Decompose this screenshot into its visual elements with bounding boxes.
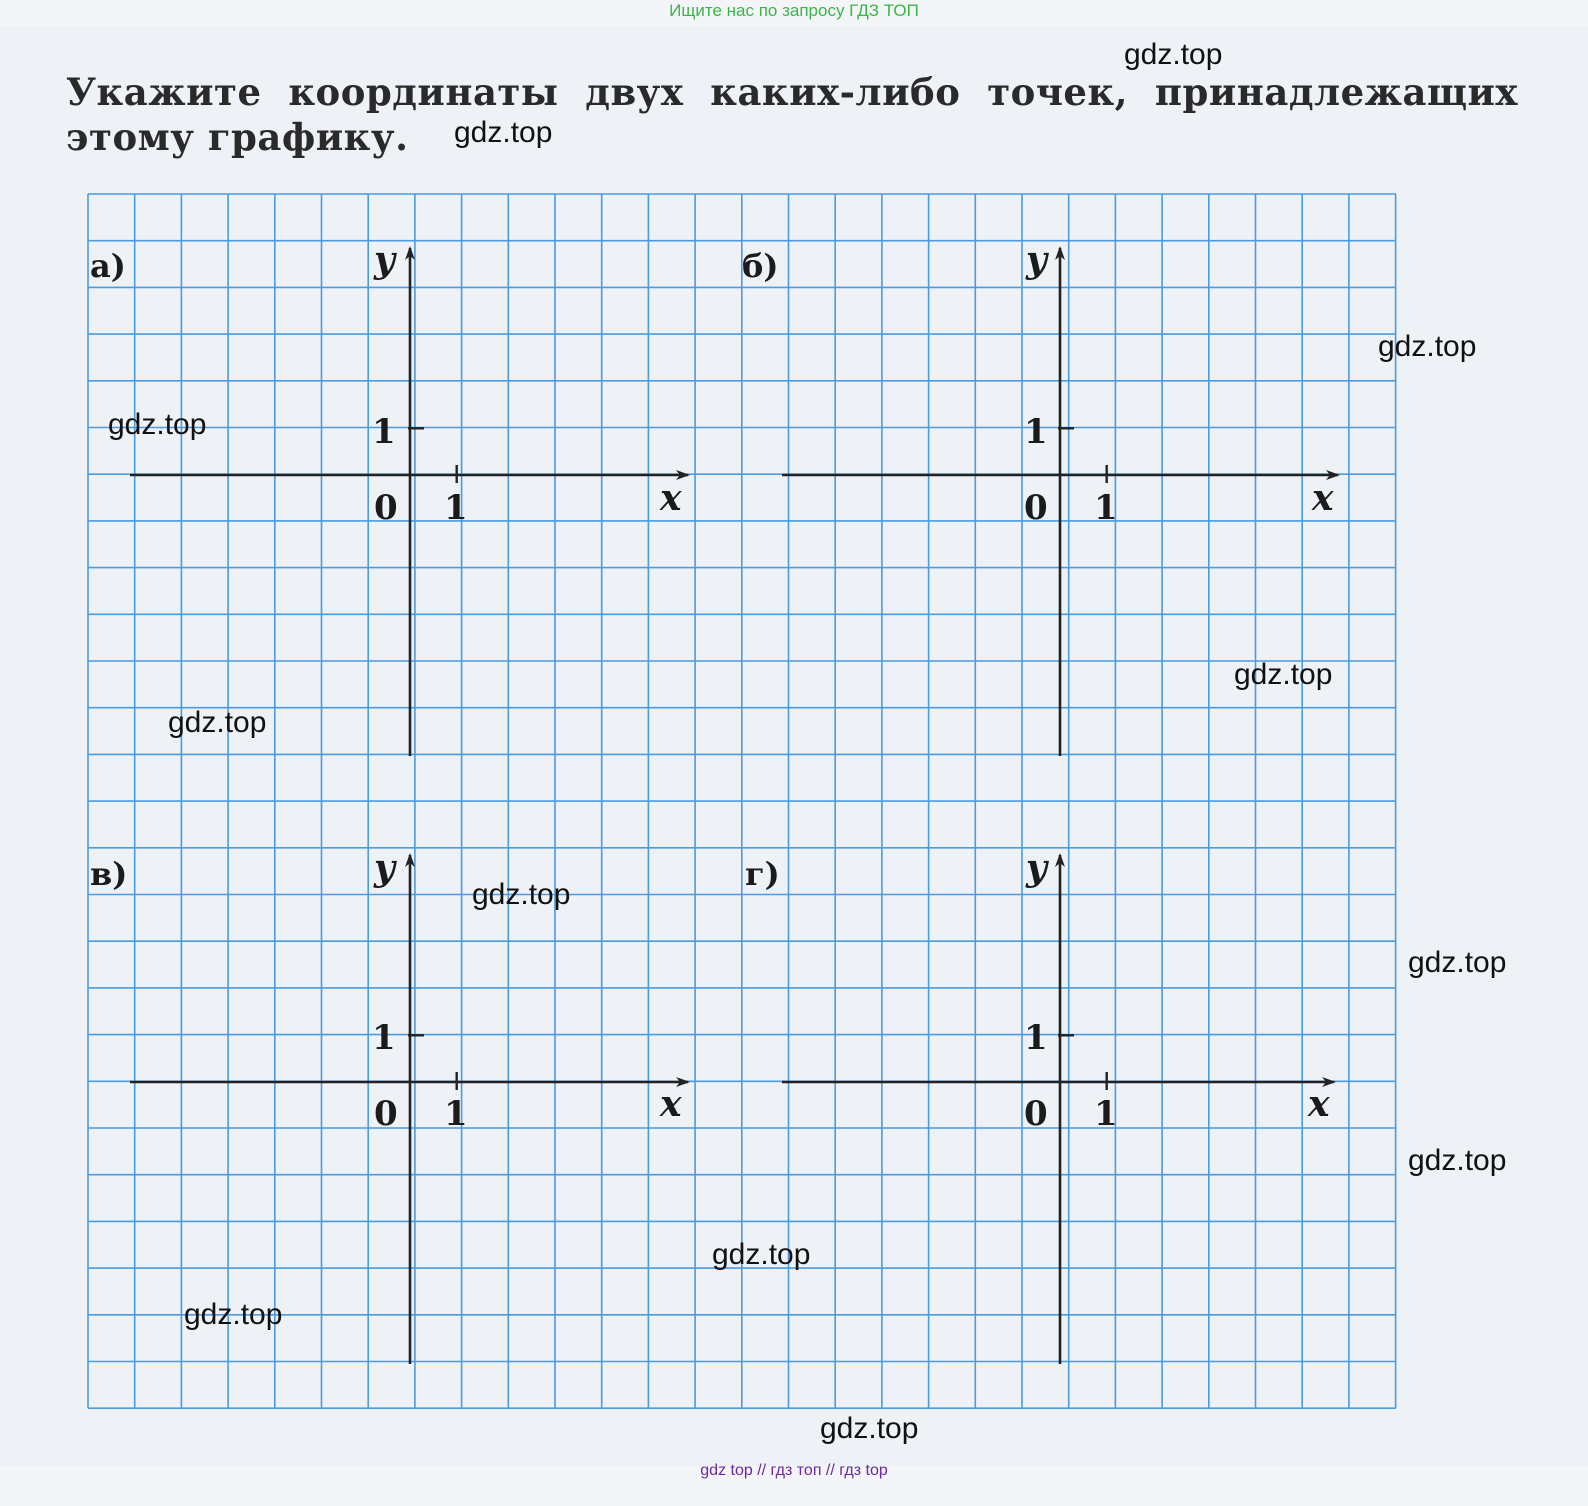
watermark: gdz.top [820,1412,919,1445]
x-axis-label-g: x [1308,1083,1330,1125]
y-axis-label-g: y [1026,847,1047,889]
watermark: gdz.top [1124,38,1223,71]
watermark: gdz.top [472,878,571,911]
origin-label-b: 0 [1024,488,1048,528]
y-unit-label-b: 1 [1024,412,1048,452]
axes [130,248,1338,1364]
watermark: gdz.top [108,408,207,441]
watermark: gdz.top [1408,946,1507,979]
watermark: gdz.top [1234,658,1333,691]
panel-label-v: в) [90,855,128,893]
origin-label-a: 0 [374,488,398,528]
watermark: gdz.top [454,116,553,149]
y-unit-label-g: 1 [1024,1018,1048,1058]
panel-label-a: а) [90,247,126,285]
y-unit-label-v: 1 [372,1018,396,1058]
y-axis-label-a: y [374,239,395,281]
watermark: gdz.top [1408,1144,1507,1177]
watermark: gdz.top [1378,330,1477,363]
watermark: gdz.top [712,1238,811,1271]
task-line-2: этому графику. [66,115,409,159]
y-unit-label-a: 1 [372,412,396,452]
watermark: gdz.top [168,706,267,739]
x-unit-label-v: 1 [444,1094,468,1134]
grid-lines [88,194,1396,1408]
task-line-1: Укажите координаты двух каких-либо точек, принадлежащих [66,70,1518,114]
watermark: gdz.top [184,1298,283,1331]
panel-label-b: б) [742,247,779,285]
y-axis-label-b: y [1026,239,1047,281]
panel-label-g: г) [745,855,780,893]
x-axis-label-a: x [660,477,682,519]
y-axis-label-v: y [374,847,395,889]
origin-label-g: 0 [1024,1094,1048,1134]
x-unit-label-a: 1 [444,488,468,528]
x-unit-label-b: 1 [1094,488,1118,528]
top-banner[interactable]: Ищите нас по запросу ГДЗ ТОП [669,1,919,20]
x-axis-label-b: x [1312,477,1334,519]
footer-links[interactable]: gdz top // гдз топ // гдз top [700,1462,888,1479]
origin-label-v: 0 [374,1094,398,1134]
x-axis-label-v: x [660,1083,682,1125]
x-unit-label-g: 1 [1094,1094,1118,1134]
